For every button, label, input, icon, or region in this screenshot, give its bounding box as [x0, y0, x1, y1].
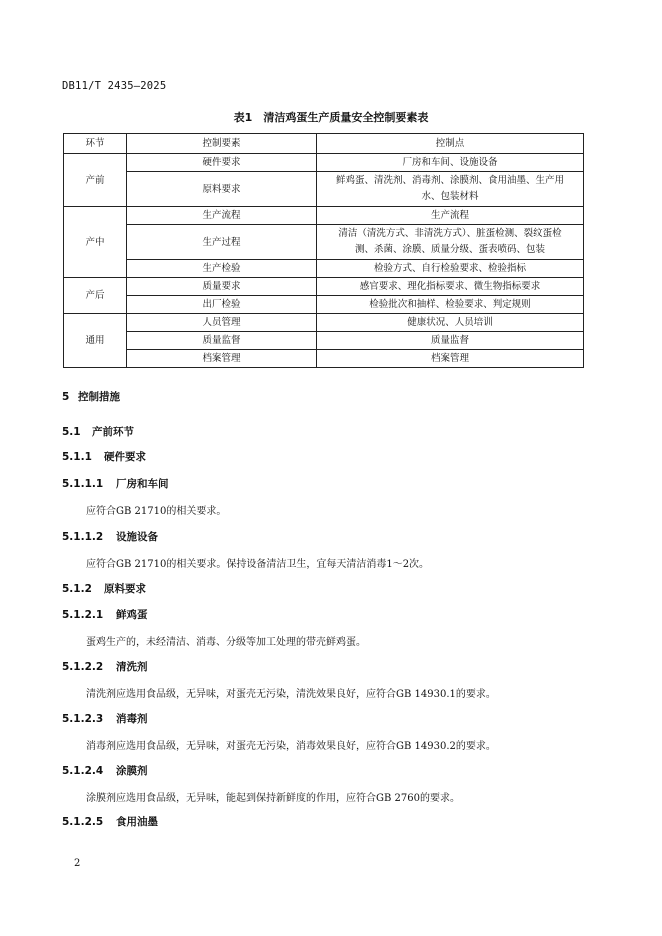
element-cell: 生产过程 [127, 225, 317, 260]
point-cell: 鲜鸡蛋、清洗剂、消毒剂、涂膜剂、食用油墨、生产用 水、包装材料 [317, 172, 584, 207]
table-row [64, 332, 584, 350]
stage-cell: 产前 [64, 154, 127, 207]
header-stage: 环节 [64, 134, 127, 154]
table-row [64, 260, 584, 278]
paragraph: 涂膜剂应选用食品级，无异味，能起到保持新鲜度的作用，应符合GB 2760的要求。 [86, 793, 460, 804]
table-header-row [64, 134, 584, 154]
element-cell: 生产检验 [127, 260, 317, 278]
table-row [64, 350, 584, 368]
section-heading-5-1-2-4: 5.1.2.4 涂膜剂 [62, 765, 148, 777]
table-row [64, 296, 584, 314]
table-title: 表1 清洁鸡蛋生产质量安全控制要素表 [233, 111, 429, 124]
paragraph: 蛋鸡生产的，未经清洁、消毒、分级等加工处理的带壳鲜鸡蛋。 [86, 637, 366, 648]
element-cell: 生产流程 [127, 207, 317, 225]
section-heading-5-1-2: 5.1.2 原料要求 [62, 583, 146, 595]
section-heading-5-1-1: 5.1.1 硬件要求 [62, 451, 146, 463]
stage-cell: 产后 [64, 278, 127, 314]
paragraph: 消毒剂应选用食品级，无异味，对蛋壳无污染，消毒效果良好，应符合GB 14930.2的要求。 [86, 741, 496, 752]
section-heading-5-1-1-1: 5.1.1.1 厂房和车间 [62, 478, 169, 490]
stage-cell: 产中 [64, 207, 127, 278]
element-cell: 出厂检验 [127, 296, 317, 314]
table-row [64, 278, 584, 296]
table-row [64, 314, 584, 332]
table-row [64, 172, 584, 207]
control-elements-table [63, 133, 584, 368]
section-heading-5: 5 控制措施 [62, 391, 120, 403]
point-cell: 检验方式、自行检验要求、检验指标 [317, 260, 584, 278]
document-code: DB11/T 2435—2025 [62, 80, 167, 92]
page-number: 2 [74, 858, 81, 869]
table-row [64, 154, 584, 172]
point-cell: 质量监督 [317, 332, 584, 350]
section-heading-5-1-2-3: 5.1.2.3 消毒剂 [62, 713, 148, 725]
paragraph: 应符合GB 21710的相关要求。 [86, 506, 227, 517]
element-cell: 人员管理 [127, 314, 317, 332]
section-heading-5-1-2-1: 5.1.2.1 鲜鸡蛋 [62, 609, 148, 621]
element-cell: 硬件要求 [127, 154, 317, 172]
section-heading-5-1-2-5: 5.1.2.5 食用油墨 [62, 816, 158, 828]
table-row [64, 207, 584, 225]
point-cell: 档案管理 [317, 350, 584, 368]
section-heading-5-1: 5.1 产前环节 [62, 426, 134, 438]
point-cell: 厂房和车间、设施设备 [317, 154, 584, 172]
stage-cell: 通用 [64, 314, 127, 368]
element-cell: 原料要求 [127, 172, 317, 207]
paragraph: 应符合GB 21710的相关要求。保持设备清洁卫生，宜每天清洁消毒1～2次。 [86, 559, 430, 570]
element-cell: 档案管理 [127, 350, 317, 368]
header-point: 控制点 [317, 134, 584, 154]
paragraph: 清洗剂应选用食品级，无异味，对蛋壳无污染，清洗效果良好，应符合GB 14930.1的要求。 [86, 689, 496, 700]
section-heading-5-1-2-2: 5.1.2.2 清洗剂 [62, 661, 148, 673]
element-cell: 质量要求 [127, 278, 317, 296]
header-element: 控制要素 [127, 134, 317, 154]
element-cell: 质量监督 [127, 332, 317, 350]
point-cell: 检验批次和抽样、检验要求、判定规则 [317, 296, 584, 314]
section-heading-5-1-1-2: 5.1.1.2 设施设备 [62, 531, 158, 543]
point-cell: 感官要求、理化指标要求、微生物指标要求 [317, 278, 584, 296]
point-cell: 健康状况、人员培训 [317, 314, 584, 332]
point-cell: 清洁（清洗方式、非清洗方式）、脏蛋检测、裂纹蛋检 测、杀菌、涂膜、质量分级、蛋表喷码、包装 [317, 225, 584, 260]
table-row [64, 225, 584, 260]
point-cell: 生产流程 [317, 207, 584, 225]
